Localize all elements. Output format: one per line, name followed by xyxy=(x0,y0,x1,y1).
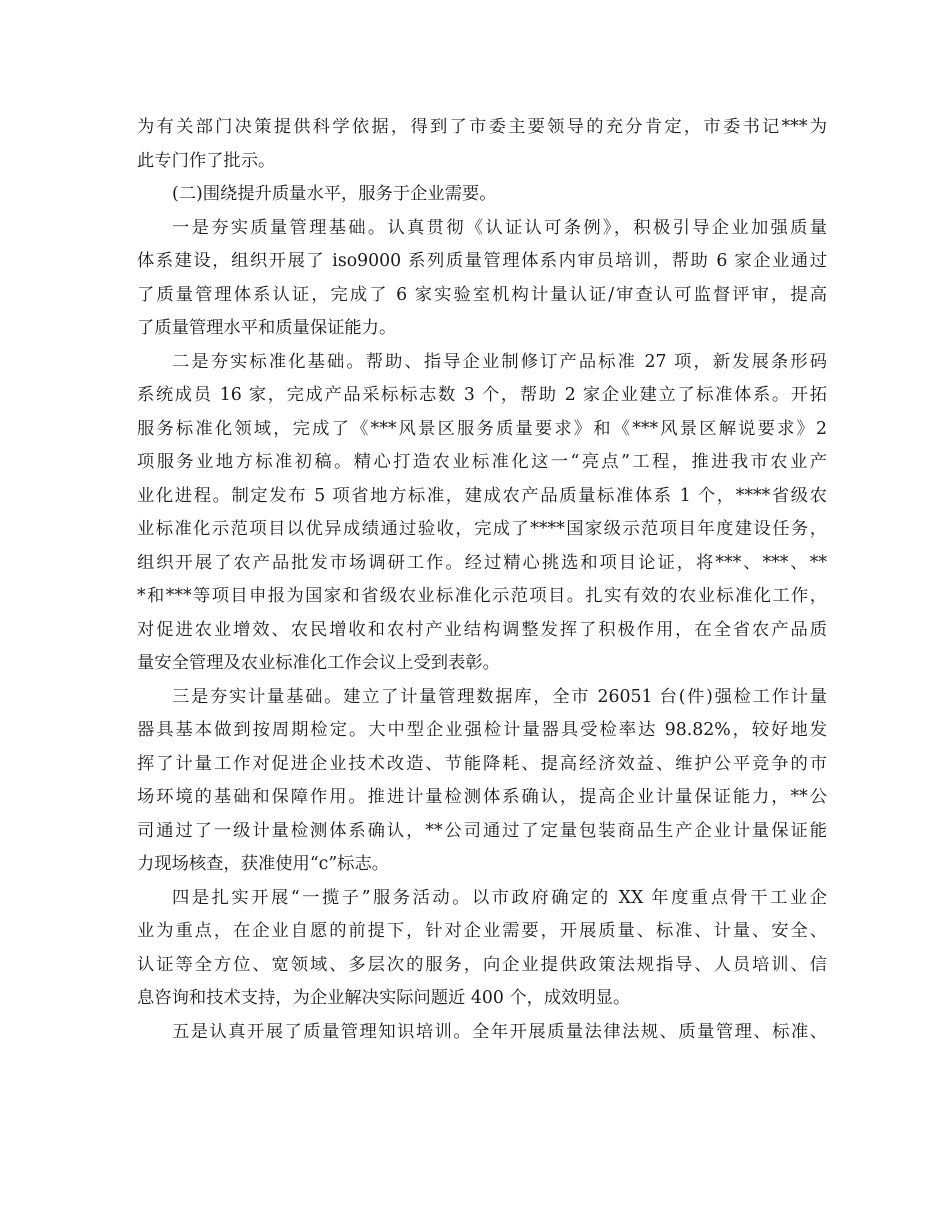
text-line: 业为重点，在企业自愿的前提下，针对企业需要，开展质量、标准、计量、安全、 xyxy=(137,921,827,941)
text-line: 五是认真开展了质量管理知识培训。全年开展质量法律法规、质量管理、标准、 xyxy=(172,1021,827,1042)
text-line: 系统成员 16 家，完成产品采标标志数 3 个，帮助 2 家企业建立了标准体系。开拓 xyxy=(137,385,827,405)
text-line: 业化进程。制定发布 5 项省地方标准，建成农产品质量标准体系 1 个，****省级农 xyxy=(137,485,827,506)
text-line: 此专门作了批示。 xyxy=(137,150,276,171)
text-line: 量安全管理及农业标准化工作会议上受到表彰。 xyxy=(137,653,500,673)
text-line: 息咨询和技术支持，为企业解决实际问题近 400 个，成效明显。 xyxy=(137,988,631,1008)
text-line: 了质量管理体系认证，完成了 6 家实验室机构计量认证/审查认可监督评审，提高 xyxy=(137,284,827,305)
text-line: 业标准化示范项目以优异成绩通过验收，完成了****国家级示范项目年度建设任务， xyxy=(137,519,827,539)
text-line: 三是夯实计量基础。建立了计量管理数据库，全市 26051 台(件)强检工作计量 xyxy=(172,686,827,707)
text-line: 体系建设，组织开展了 iso9000 系列质量管理体系内审员培训，帮助 6 家企业通过 xyxy=(137,251,827,271)
text-line: 器具基本做到按周期检定。大中型企业强检计量器具受检率达 98.82%，较好地发 xyxy=(137,720,827,740)
text-line: 司通过了一级计量检测体系确认，**公司通过了定量包装商品生产企业计量保证能 xyxy=(137,820,827,841)
text-line: 挥了计量工作对促进企业技术改造、节能降耗、提高经济效益、维护公平竞争的市 xyxy=(137,753,827,774)
text-line: 一是夯实质量管理基础。认真贯彻《认证认可条例》，积极引导企业加强质量 xyxy=(172,217,827,238)
text-line: 组织开展了农产品批发市场调研工作。经过精心挑选和项目论证，将***、***、** xyxy=(137,552,827,573)
text-line: 为有关部门决策提供科学依据，得到了市委主要领导的充分肯定，市委书记***为 xyxy=(137,117,827,137)
text-line: 对促进农业增效、农民增收和农村产业结构调整发挥了积极作用，在全省农产品质 xyxy=(137,619,827,640)
text-line: 认证等全方位、宽领域、多层次的服务，向企业提供政策法规指导、人员培训、信 xyxy=(137,954,827,975)
text-line: 力现场核查，获准使用“c”标志。 xyxy=(137,854,390,874)
text-line: (二)围绕提升质量水平，服务于企业需要。 xyxy=(172,184,497,204)
text-line: 服务标准化领域，完成了《***风景区服务质量要求》和《***风景区解说要求》2 xyxy=(137,418,827,439)
text-line: *和***等项目申报为国家和省级农业标准化示范项目。扎实有效的农业标准化工作， xyxy=(137,586,827,606)
text-line: 四是扎实开展“一揽子”服务活动。以市政府确定的 XX 年度重点骨干工业企 xyxy=(172,887,827,908)
text-line: 了质量管理水平和质量保证能力。 xyxy=(137,318,397,338)
text-line: 二是夯实标准化基础。帮助、指导企业制修订产品标准 27 项，新发展条形码 xyxy=(172,351,827,372)
document-body xyxy=(137,111,827,1049)
text-line: 场环境的基础和保障作用。推进计量检测体系确认，提高企业计量保证能力，**公 xyxy=(137,787,827,807)
text-line: 项服务业地方标准初稿。精心打造农业标准化这一“亮点”工程，推进我市农业产 xyxy=(137,452,827,472)
